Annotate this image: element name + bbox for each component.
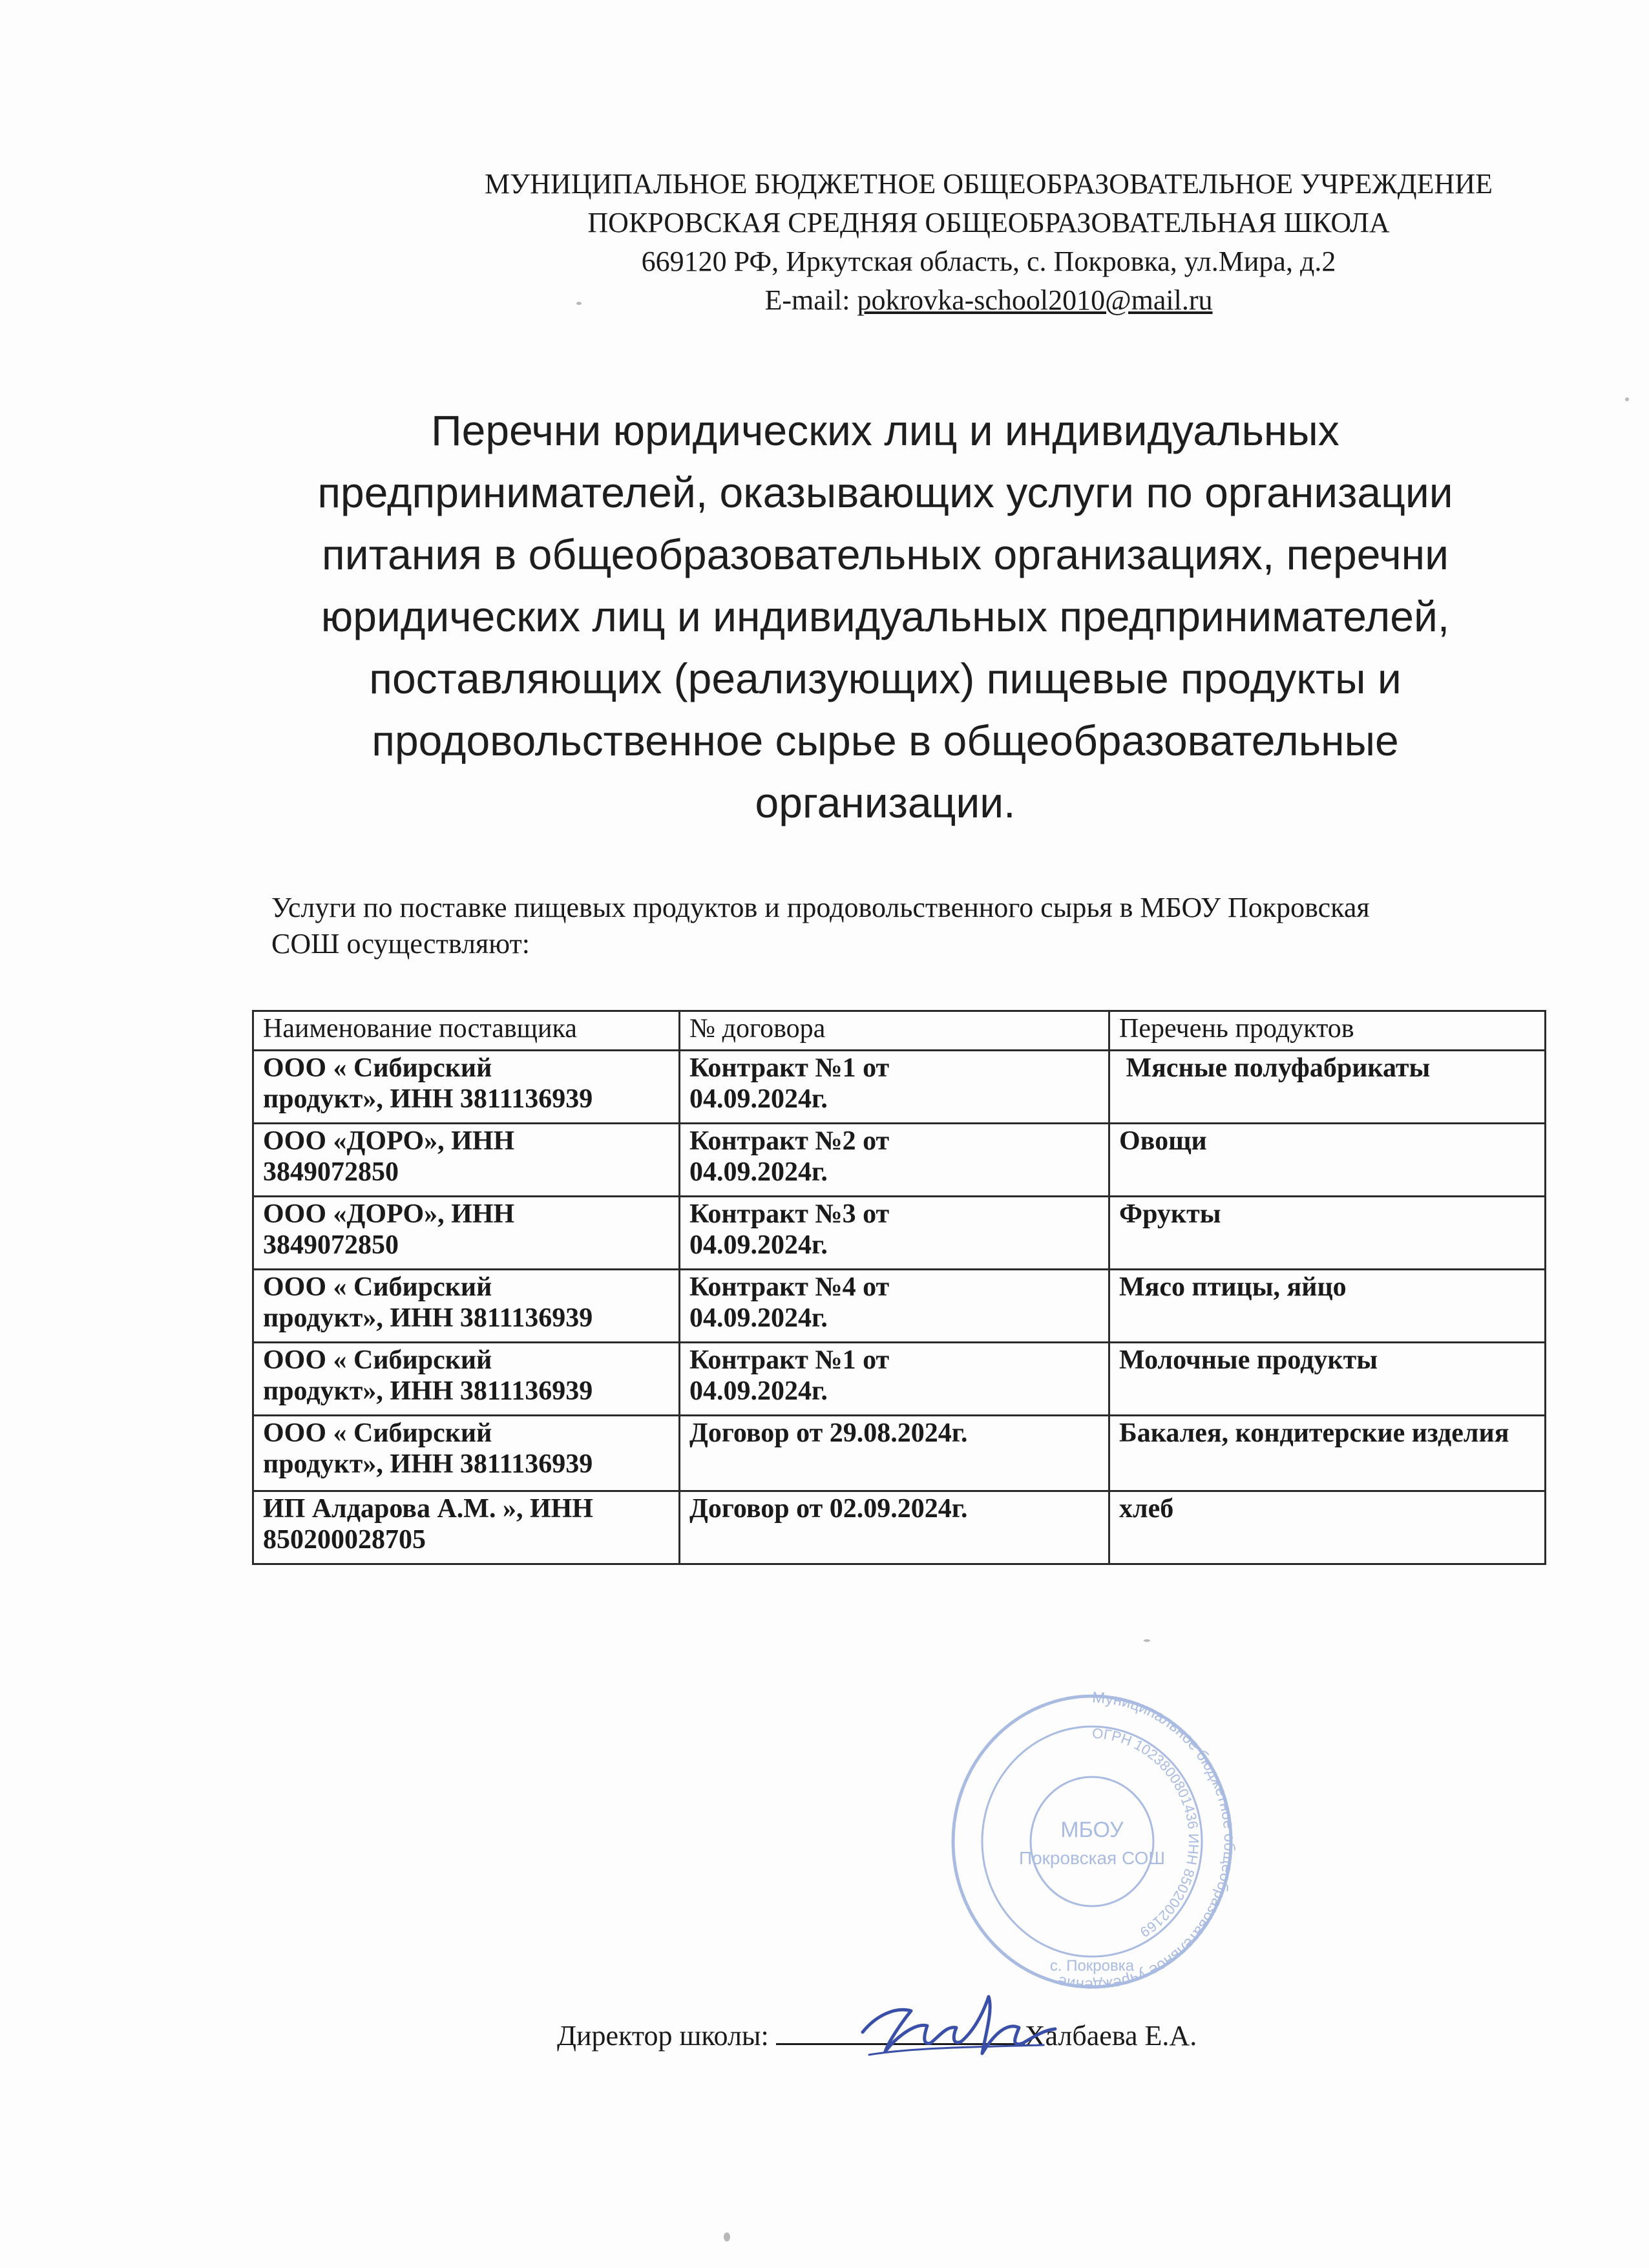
contract-line: Контракт №3 от xyxy=(689,1199,890,1229)
supplier-name-line: 3849072850 xyxy=(263,1230,399,1260)
stamp-outer-text: Муниципальное бюджетное общеобразовательное учреждение xyxy=(1056,1688,1239,1995)
intro-line: СОШ осуществляют: xyxy=(271,928,530,960)
title-line: питания в общеобразовательных организациях, перечни xyxy=(322,530,1449,578)
supplier-cell xyxy=(253,1491,680,1564)
table-row xyxy=(253,1416,1546,1491)
stamp-center-line2: Покровская СОШ xyxy=(1018,1848,1166,1868)
header-contract: № договора xyxy=(680,1011,1109,1051)
table-row xyxy=(253,1197,1546,1270)
supplier-name-line: 3849072850 xyxy=(263,1157,399,1187)
email-link[interactable]: pokrovka-school2010@mail.ru xyxy=(857,284,1213,316)
contract-cell xyxy=(680,1416,1109,1491)
table-row xyxy=(253,1491,1546,1564)
contract-line: Договор от 02.09.2024г. xyxy=(689,1494,968,1524)
school-header xyxy=(271,165,1649,320)
supplier-name-line: ООО «ДОРО», ИНН xyxy=(263,1199,515,1229)
title-line: поставляющих (реализующих) пищевые продукты и xyxy=(369,655,1402,702)
supplier-name-line: ООО « Сибирский xyxy=(263,1053,492,1083)
header-address: 669120 РФ, Иркутская область, с. Покровка, ул.Мира, д.2 xyxy=(641,246,1336,277)
title-line: предпринимателей, оказывающих услуги по организации xyxy=(317,468,1453,516)
header-email-line xyxy=(271,281,1649,320)
supplier-name-line: ООО « Сибирский xyxy=(263,1272,492,1302)
contract-line: Контракт №1 от xyxy=(689,1345,890,1375)
supplier-cell xyxy=(253,1197,680,1270)
stamp-center-line1: МБОУ xyxy=(1060,1818,1124,1842)
contract-cell xyxy=(680,1270,1109,1343)
supplier-cell xyxy=(253,1124,680,1197)
products-cell: Молочные продукты xyxy=(1109,1343,1546,1416)
table-header-row xyxy=(253,1011,1546,1051)
products-cell: Мясные полуфабрикаты xyxy=(1109,1051,1546,1124)
contract-line: 04.09.2024г. xyxy=(689,1230,828,1260)
products-cell: Мясо птицы, яйцо xyxy=(1109,1270,1546,1343)
contract-line: 04.09.2024г. xyxy=(689,1157,828,1187)
intro-line: Услуги по поставке пищевых продуктов и продовольственного сырья в МБОУ Покровская xyxy=(271,892,1370,923)
products-cell: Фрукты xyxy=(1109,1197,1546,1270)
contract-line: Контракт №2 от xyxy=(689,1126,890,1156)
school-stamp xyxy=(940,1677,1244,2000)
table-row xyxy=(253,1051,1546,1124)
supplier-cell xyxy=(253,1416,680,1491)
suppliers-table xyxy=(252,1010,1546,1565)
table-row xyxy=(253,1270,1546,1343)
supplier-name-line: ООО « Сибирский xyxy=(263,1345,492,1375)
intro-paragraph xyxy=(271,890,1590,962)
supplier-name-line: 850200028705 xyxy=(263,1525,426,1555)
contract-cell xyxy=(680,1343,1109,1416)
title-line: организации. xyxy=(755,779,1016,826)
header-org-line2: ПОКРОВСКАЯ СРЕДНЯЯ ОБЩЕОБРАЗОВАТЕЛЬНАЯ ШКОЛА xyxy=(587,207,1390,238)
scan-speck xyxy=(576,302,582,305)
contract-cell xyxy=(680,1051,1109,1124)
header-org-line1: МУНИЦИПАЛЬНОЕ БЮДЖЕТНОЕ ОБЩЕОБРАЗОВАТЕЛЬНОЕ УЧРЕЖДЕНИЕ xyxy=(485,168,1493,200)
contract-line: 04.09.2024г. xyxy=(689,1376,828,1406)
contract-line: Контракт №1 от xyxy=(689,1053,890,1083)
document-title xyxy=(284,399,1486,834)
contract-line: 04.09.2024г. xyxy=(689,1084,828,1114)
director-name: Халбаева Е.А. xyxy=(1024,2020,1197,2052)
scan-speck xyxy=(1144,1639,1150,1642)
title-line: юридических лиц и индивидуальных предпринимателей, xyxy=(320,593,1450,640)
supplier-name-line: ООО « Сибирский xyxy=(263,1418,492,1448)
supplier-name-line: продукт», ИНН 3811136939 xyxy=(263,1449,593,1479)
supplier-name-line: продукт», ИНН 3811136939 xyxy=(263,1084,593,1114)
scan-speck xyxy=(724,2232,730,2242)
products-cell: Бакалея, кондитерские изделия xyxy=(1109,1416,1546,1491)
email-label: E-mail: xyxy=(764,284,857,316)
stamp-inner-text: ОГРН 1023800801436 ИНН 8502002169 xyxy=(1091,1725,1203,1941)
table-row xyxy=(253,1124,1546,1197)
header-products: Перечень продуктов xyxy=(1109,1011,1546,1051)
supplier-name-line: ИП Алдарова А.М. », ИНН xyxy=(263,1494,593,1524)
contract-line: Контракт №4 от xyxy=(689,1272,890,1302)
contract-line: 04.09.2024г. xyxy=(689,1303,828,1333)
supplier-name-line: продукт», ИНН 3811136939 xyxy=(263,1303,593,1333)
director-role-label: Директор школы: xyxy=(557,2020,776,2052)
title-line: Перечни юридических лиц и индивидуальных xyxy=(431,406,1339,454)
supplier-name-line: ООО «ДОРО», ИНН xyxy=(263,1126,515,1156)
contract-line: Договор от 29.08.2024г. xyxy=(689,1418,968,1448)
table-row xyxy=(253,1343,1546,1416)
contract-cell xyxy=(680,1124,1109,1197)
supplier-cell xyxy=(253,1270,680,1343)
contract-cell xyxy=(680,1491,1109,1564)
contract-cell xyxy=(680,1197,1109,1270)
header-supplier: Наименование поставщика xyxy=(253,1011,680,1051)
supplier-cell xyxy=(253,1343,680,1416)
supplier-name-line: продукт», ИНН 3811136939 xyxy=(263,1376,593,1406)
handwritten-signature xyxy=(850,1971,1063,2081)
supplier-cell xyxy=(253,1051,680,1124)
title-line: продовольственное сырье в общеобразовательные xyxy=(372,717,1399,764)
products-cell: Овощи xyxy=(1109,1124,1546,1197)
scan-speck xyxy=(1625,397,1629,401)
products-cell: хлеб xyxy=(1109,1491,1546,1564)
stamp-village: с. Покровка xyxy=(1049,1957,1135,1975)
